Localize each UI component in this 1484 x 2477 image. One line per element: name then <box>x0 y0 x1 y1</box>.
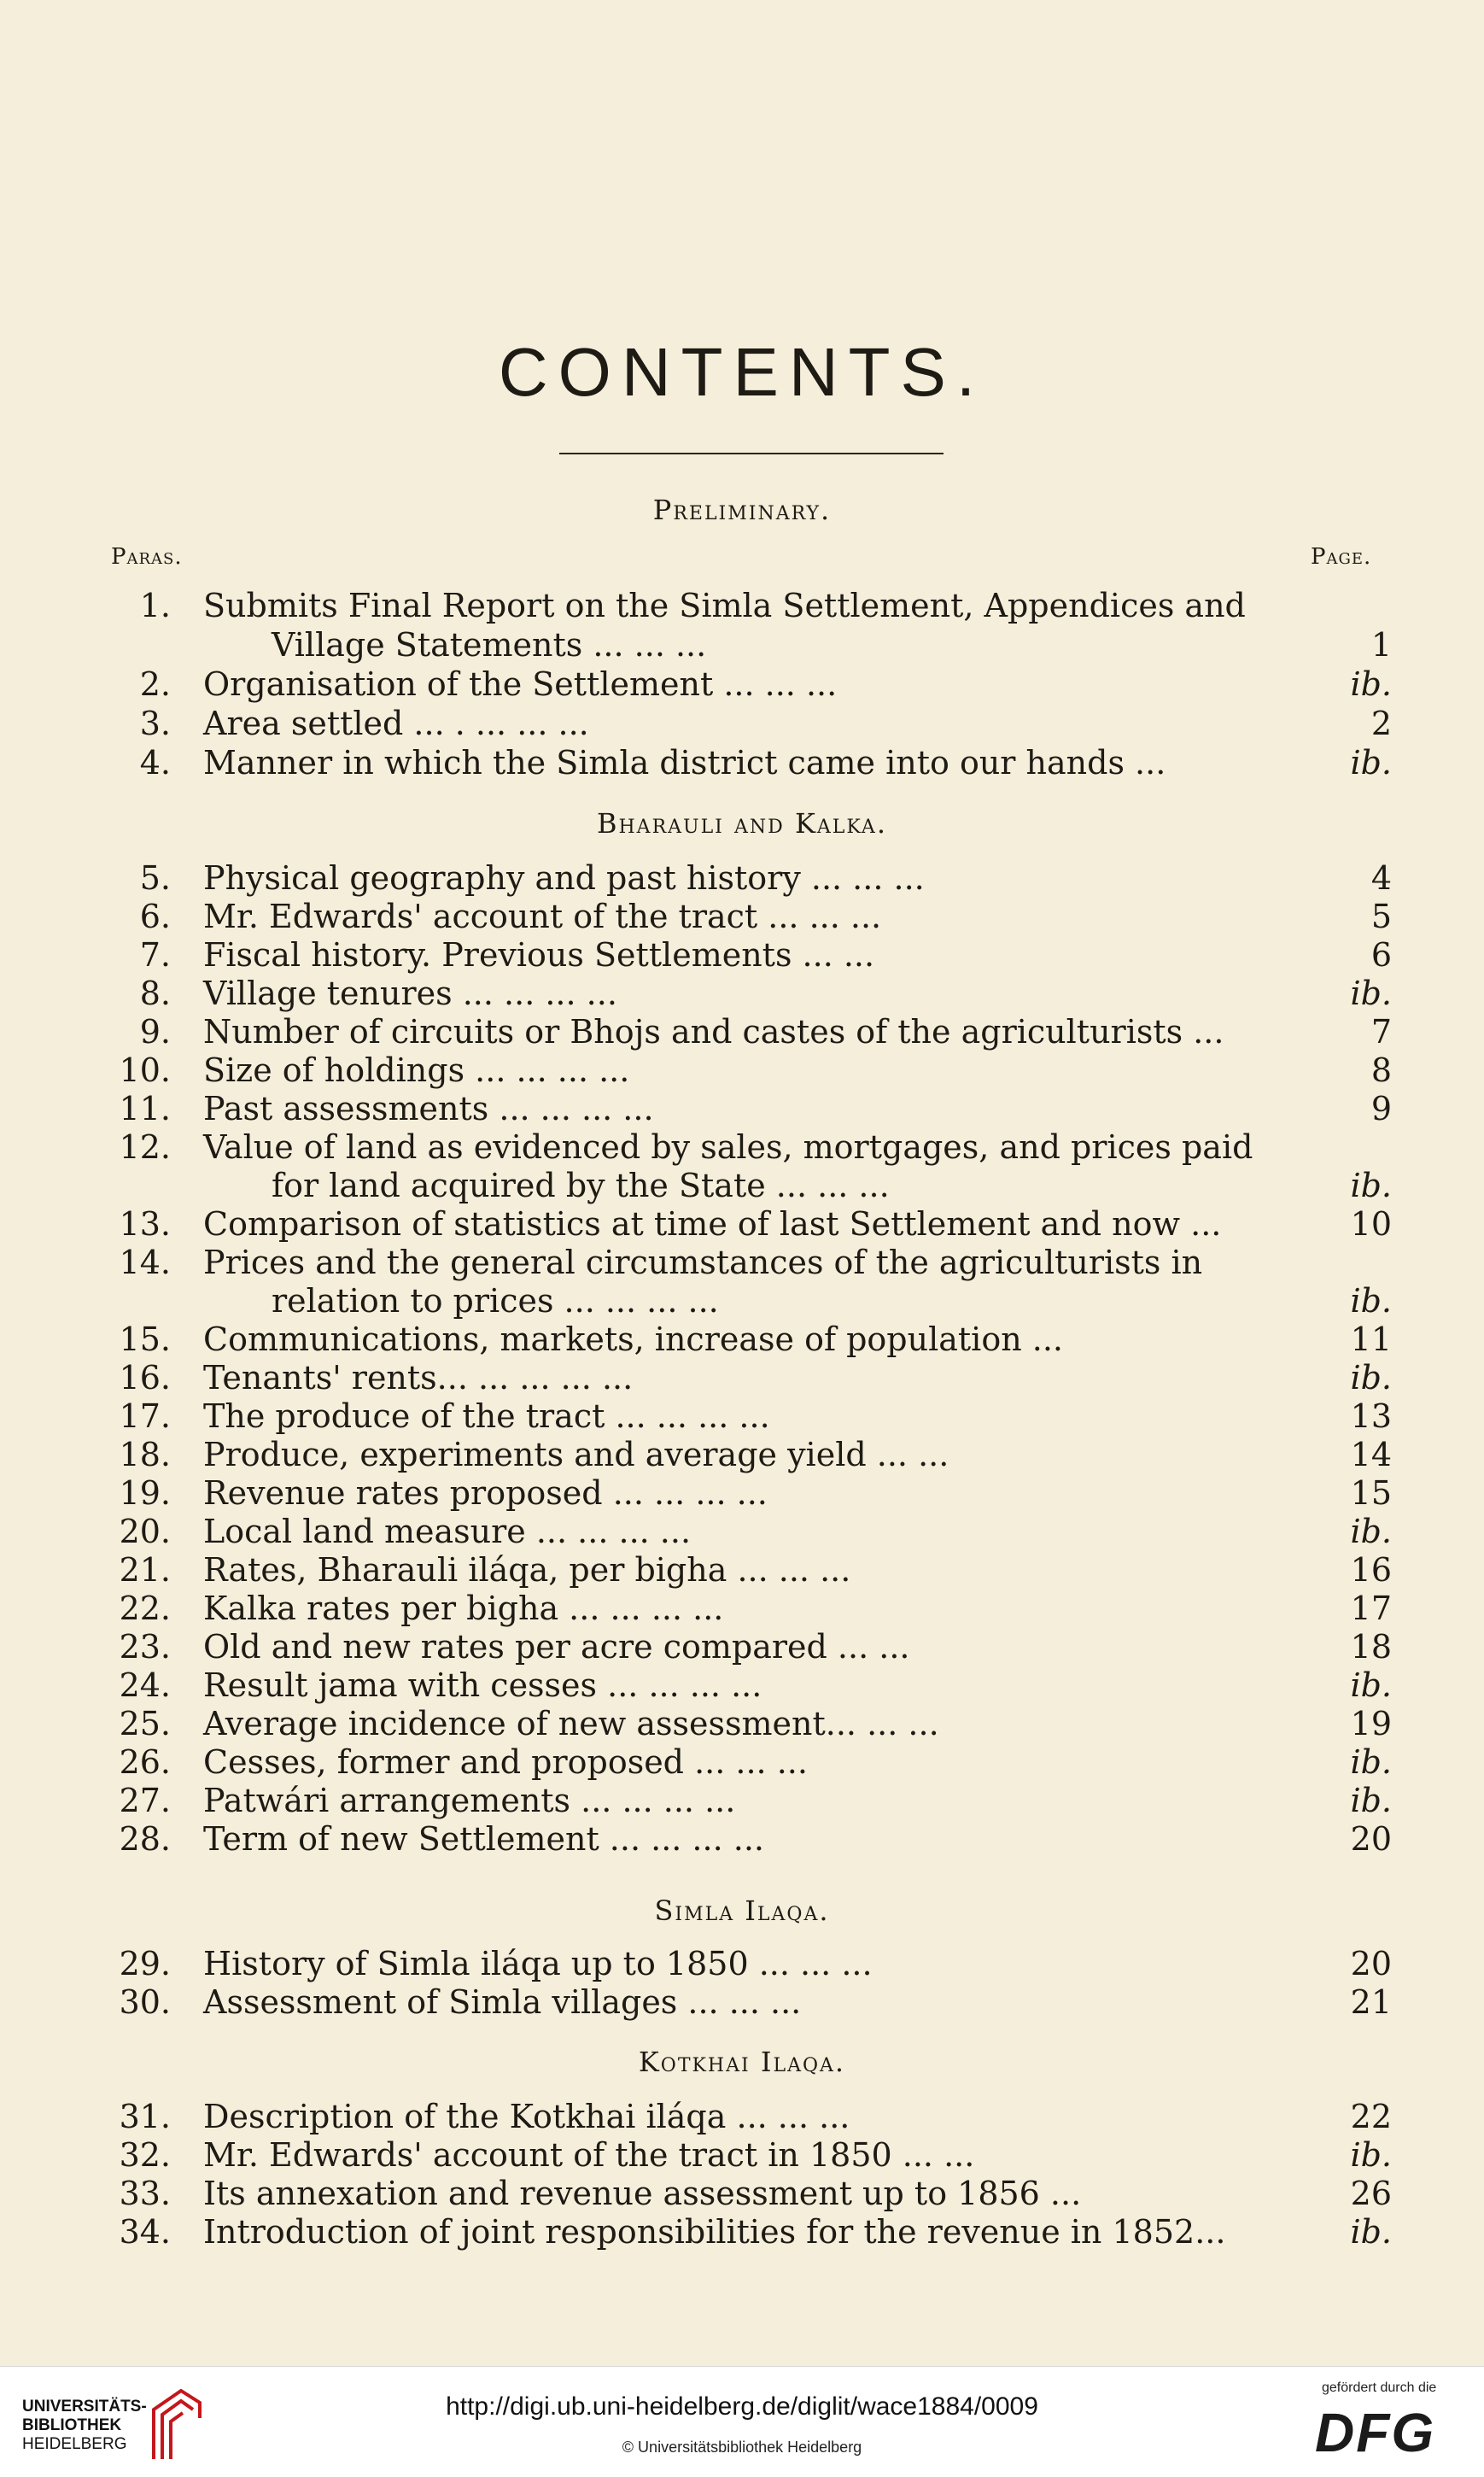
page-number: ib. <box>1350 2213 1392 2251</box>
entry-text: Its annexation and revenue assessment up to 1856 ... <box>203 2175 1082 2212</box>
para-number: 15. <box>119 1320 171 1358</box>
page-number: 4 <box>1370 859 1392 897</box>
page-number: ib. <box>1350 1167 1392 1204</box>
page-number: 2 <box>1370 705 1392 742</box>
para-number: 12. <box>119 1128 171 1166</box>
toc-row <box>0 1012 1484 1051</box>
page-number: 21 <box>1350 1983 1392 2021</box>
entry-text: Result jama with cesses ... ... ... ... <box>203 1666 762 1704</box>
toc-row <box>0 586 1484 625</box>
library-line-3: HEIDELBERG <box>22 2435 127 2453</box>
entry-text: Fiscal history. Previous Settlements ... ... <box>203 936 875 974</box>
entry-text: Village tenures ... ... ... ... <box>203 975 617 1012</box>
toc-row <box>0 1589 1484 1628</box>
entry-text: Old and new rates per acre compared ... ... <box>203 1628 910 1666</box>
para-number: 6. <box>139 898 171 935</box>
para-number: 21. <box>119 1551 171 1589</box>
page-number: 1 <box>1370 626 1392 664</box>
page-number: 8 <box>1370 1051 1392 1089</box>
page-number: 11 <box>1350 1320 1392 1358</box>
entry-text: for land acquired by the State ... ... ... <box>272 1167 890 1204</box>
para-number: 28. <box>119 1820 171 1858</box>
copyright-text: © Universitätsbibliothek Heidelberg <box>622 2439 862 2456</box>
page-number: ib. <box>1350 744 1392 782</box>
toc-row <box>0 704 1484 743</box>
toc-row <box>0 1819 1484 1859</box>
section-heading-simla: Simla Ilaqa. <box>654 1894 830 1927</box>
entry-text: Description of the Kotkhai iláqa ... ... ... <box>203 2098 850 2135</box>
para-number: 24. <box>119 1666 171 1704</box>
entry-text: Revenue rates proposed ... ... ... ... <box>203 1474 768 1512</box>
page-number: 7 <box>1370 1013 1392 1051</box>
entry-text: Term of new Settlement ... ... ... ... <box>203 1820 764 1858</box>
para-number: 22. <box>119 1590 171 1627</box>
para-number: 30. <box>119 1983 171 2021</box>
library-line-2: BIBLIOTHEK <box>22 2416 122 2434</box>
para-number: 5. <box>139 859 171 897</box>
para-number: 23. <box>119 1628 171 1666</box>
para-number: 8. <box>139 975 171 1012</box>
toc-row <box>0 1397 1484 1436</box>
page-number: ib. <box>1350 975 1392 1012</box>
para-number: 10. <box>119 1051 171 1089</box>
entry-text: Number of circuits or Bhojs and castes of the agriculturists ... <box>203 1013 1224 1051</box>
para-number: 3. <box>139 705 171 742</box>
para-number: 1. <box>139 587 171 624</box>
toc-row <box>0 1512 1484 1551</box>
para-number: 27. <box>119 1782 171 1819</box>
toc-row <box>0 1204 1484 1244</box>
toc-row <box>0 1627 1484 1666</box>
entry-text: Rates, Bharauli iláqa, per bigha ... ... ... <box>203 1551 851 1589</box>
toc-row <box>0 1166 1484 1205</box>
toc-row <box>0 1944 1484 1983</box>
entry-text: Tenants' rents... ... ... ... ... <box>203 1359 634 1397</box>
page-number: 9 <box>1370 1090 1392 1127</box>
toc-row <box>0 974 1484 1013</box>
footer-bar <box>0 2366 1484 2477</box>
para-number: 9. <box>139 1013 171 1051</box>
entry-text: Produce, experiments and average yield ... ... <box>203 1436 949 1473</box>
toc-row <box>0 1781 1484 1820</box>
toc-row <box>0 1051 1484 1090</box>
page-number: ib. <box>1350 1513 1392 1550</box>
page-number: ib. <box>1350 1282 1392 1320</box>
toc-row <box>0 1982 1484 2022</box>
page-number: 13 <box>1350 1397 1392 1435</box>
entry-text: Mr. Edwards' account of the tract in 1850 ... ... <box>203 2136 975 2174</box>
toc-row <box>0 2135 1484 2175</box>
page-number: ib. <box>1350 665 1392 703</box>
column-header-page: Page. <box>1311 544 1372 570</box>
page-number: 19 <box>1350 1705 1392 1742</box>
title-rule <box>559 453 944 454</box>
toc-row <box>0 935 1484 975</box>
para-number: 33. <box>119 2175 171 2212</box>
toc-row <box>0 1550 1484 1590</box>
page-number: ib. <box>1350 1359 1392 1397</box>
toc-row <box>0 897 1484 936</box>
toc-row <box>0 1089 1484 1128</box>
entry-text: Size of holdings ... ... ... ... <box>203 1051 630 1089</box>
page-number: 16 <box>1350 1551 1392 1589</box>
toc-row <box>0 1473 1484 1513</box>
section-heading-kotkhai: Kotkhai Ilaqa. <box>638 2046 846 2078</box>
para-number: 34. <box>119 2213 171 2251</box>
toc-row <box>0 1281 1484 1320</box>
para-number: 26. <box>119 1743 171 1781</box>
entry-text: Village Statements ... ... ... <box>272 626 707 664</box>
page-number: 5 <box>1370 898 1392 935</box>
para-number: 7. <box>139 936 171 974</box>
para-number: 31. <box>119 2098 171 2135</box>
para-number: 14. <box>119 1244 171 1281</box>
entry-text: Prices and the general circumstances of the agriculturists in <box>203 1244 1203 1281</box>
page-number: 17 <box>1350 1590 1392 1627</box>
para-number: 32. <box>119 2136 171 2174</box>
toc-row <box>0 2212 1484 2252</box>
entry-text: History of Simla iláqa up to 1850 ... ... ... <box>203 1945 873 1982</box>
toc-row <box>0 1742 1484 1782</box>
entry-text: Value of land as evidenced by sales, mortgages, and prices paid <box>203 1128 1253 1166</box>
entry-text: Past assessments ... ... ... ... <box>203 1090 654 1127</box>
entry-text: Communications, markets, increase of population ... <box>203 1320 1063 1358</box>
page-number: 10 <box>1350 1205 1392 1243</box>
para-number: 4. <box>139 744 171 782</box>
page-number: 20 <box>1350 1820 1392 1858</box>
section-heading-bharauli-kalka: Bharauli and Kalka. <box>596 807 887 840</box>
toc-row <box>0 2174 1484 2213</box>
column-header-paras: Paras. <box>111 544 183 570</box>
toc-row <box>0 625 1484 665</box>
entry-text: Area settled ... . ... ... ... <box>203 705 589 742</box>
entry-text: Local land measure ... ... ... ... <box>203 1513 692 1550</box>
entry-text: Submits Final Report on the Simla Settlement, Appendices and <box>203 587 1246 624</box>
entry-text: Patwári arrangements ... ... ... ... <box>203 1782 736 1819</box>
toc-row <box>0 1127 1484 1167</box>
toc-row <box>0 665 1484 704</box>
para-number: 17. <box>119 1397 171 1435</box>
toc-row <box>0 1320 1484 1359</box>
page-number: 6 <box>1370 936 1392 974</box>
entry-text: Physical geography and past history ... ... ... <box>203 859 925 897</box>
page-number: 15 <box>1350 1474 1392 1512</box>
entry-text: Assessment of Simla villages ... ... ... <box>203 1983 802 2021</box>
toc-row <box>0 1666 1484 1705</box>
funding-note: gefördert durch die <box>1322 2380 1437 2395</box>
entry-text: Kalka rates per bigha ... ... ... ... <box>203 1590 724 1627</box>
entry-text: Average incidence of new assessment... ... ... <box>203 1705 939 1742</box>
toc-row <box>0 1243 1484 1282</box>
entry-text: Manner in which the Simla district came into our hands ... <box>203 744 1166 782</box>
toc-row <box>0 1435 1484 1474</box>
toc-row <box>0 1358 1484 1397</box>
toc-row <box>0 2097 1484 2136</box>
page-number: 20 <box>1350 1945 1392 1982</box>
para-number: 13. <box>119 1205 171 1243</box>
library-line-1: UNIVERSITÄTS- <box>22 2398 147 2416</box>
para-number: 16. <box>119 1359 171 1397</box>
page-number: ib. <box>1350 1666 1392 1704</box>
para-number: 18. <box>119 1436 171 1473</box>
page-number: 14 <box>1350 1436 1392 1473</box>
source-url-link[interactable]: http://digi.ub.uni-heidelberg.de/diglit/wace1884/0009 <box>446 2392 1038 2421</box>
entry-text: Introduction of joint responsibilities for the revenue in 1852... <box>203 2213 1226 2251</box>
para-number: 20. <box>119 1513 171 1550</box>
entry-text: relation to prices ... ... ... ... <box>272 1282 719 1320</box>
page-title: CONTENTS. <box>498 334 986 410</box>
page-number: 22 <box>1350 2098 1392 2135</box>
page-number: ib. <box>1350 1743 1392 1781</box>
entry-text: Comparison of statistics at time of last Settlement and now ... <box>203 1205 1222 1243</box>
dfg-logo: DFG <box>1315 2402 1436 2463</box>
page-number: 26 <box>1350 2175 1392 2212</box>
para-number: 19. <box>119 1474 171 1512</box>
toc-row <box>0 1704 1484 1743</box>
para-number: 11. <box>119 1090 171 1127</box>
page-number: ib. <box>1350 2136 1392 2174</box>
page-number: 18 <box>1350 1628 1392 1666</box>
page-number: ib. <box>1350 1782 1392 1819</box>
para-number: 2. <box>139 665 171 703</box>
entry-text: The produce of the tract ... ... ... ... <box>203 1397 770 1435</box>
para-number: 29. <box>119 1945 171 1982</box>
entry-text: Mr. Edwards' account of the tract ... ... ... <box>203 898 882 935</box>
toc-row <box>0 743 1484 782</box>
entry-text: Organisation of the Settlement ... ... ... <box>203 665 838 703</box>
entry-text: Cesses, former and proposed ... ... ... <box>203 1743 808 1781</box>
para-number: 25. <box>119 1705 171 1742</box>
section-heading-preliminary: Preliminary. <box>652 494 832 526</box>
toc-row <box>0 858 1484 898</box>
